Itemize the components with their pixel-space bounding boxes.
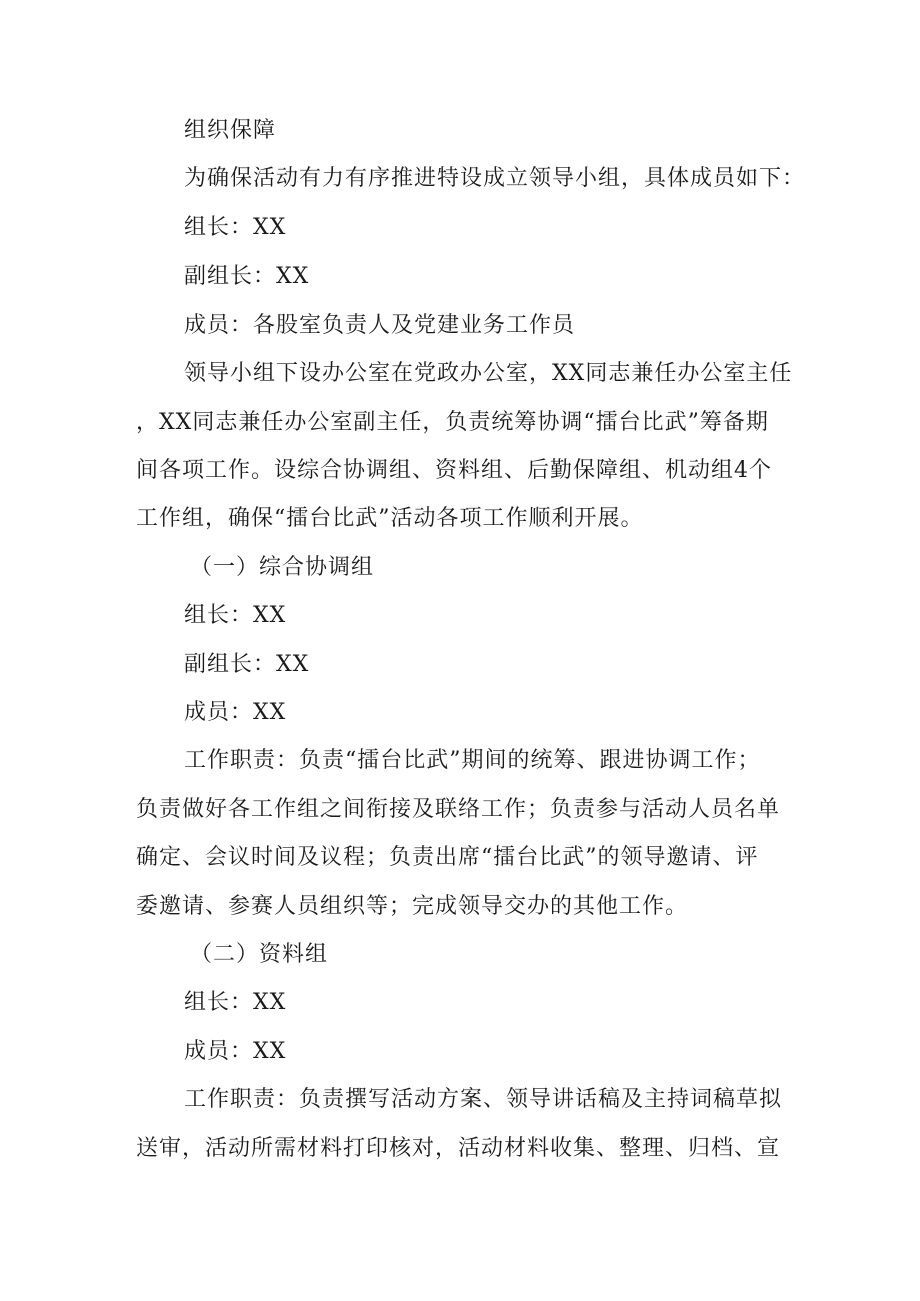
paragraph-line: 组长：XX bbox=[184, 990, 287, 1015]
paragraph-line: ，XX同志兼任办公室副主任，负责统筹协调“擂台比武”筹备期 bbox=[136, 410, 769, 435]
paragraph-line: 成员：XX bbox=[184, 1039, 287, 1064]
subsection-heading: （二）资料组 bbox=[190, 942, 329, 967]
section-heading-organization: 组织保障 bbox=[184, 118, 277, 143]
paragraph-line: 送审，活动所需材料打印核对，活动材料收集、整理、归档、宣 bbox=[136, 1136, 781, 1161]
paragraph-line: 领导小组下设办公室在党政办公室，XX同志兼任办公室主任 bbox=[184, 361, 793, 386]
paragraph-line: 工作组，确保“擂台比武”活动各项工作顺利开展。 bbox=[136, 506, 644, 531]
paragraph-line: 成员：各股室负责人及党建业务工作员 bbox=[184, 313, 576, 338]
paragraph-line: 副组长：XX bbox=[184, 652, 310, 677]
paragraph-line: 确定、会议时间及议程；负责出席“擂台比武”的领导邀请、评 bbox=[136, 845, 759, 870]
paragraph-line: 工作职责：负责“擂台比武”期间的统筹、跟进协调工作； bbox=[184, 748, 761, 773]
paragraph-line: 工作职责：负责撰写活动方案、领导讲话稿及主持词稿草拟 bbox=[184, 1087, 783, 1112]
paragraph-line: 负责做好各工作组之间衔接及联络工作；负责参与活动人员名单 bbox=[136, 797, 781, 822]
paragraph-line: 组长：XX bbox=[184, 603, 287, 628]
paragraph-line: 委邀请、参赛人员组织等；完成领导交办的其他工作。 bbox=[136, 894, 689, 919]
paragraph-line: 为确保活动有力有序推进特设成立领导小组，具体成员如下： bbox=[184, 166, 806, 191]
paragraph-line: 副组长：XX bbox=[184, 264, 310, 289]
subsection-heading: （一）综合协调组 bbox=[190, 555, 375, 580]
paragraph-line: 组长：XX bbox=[184, 215, 287, 240]
paragraph-line: 成员：XX bbox=[184, 700, 287, 725]
paragraph-line: 间各项工作。设综合协调组、资料组、后勤保障组、机动组4个 bbox=[136, 458, 772, 483]
